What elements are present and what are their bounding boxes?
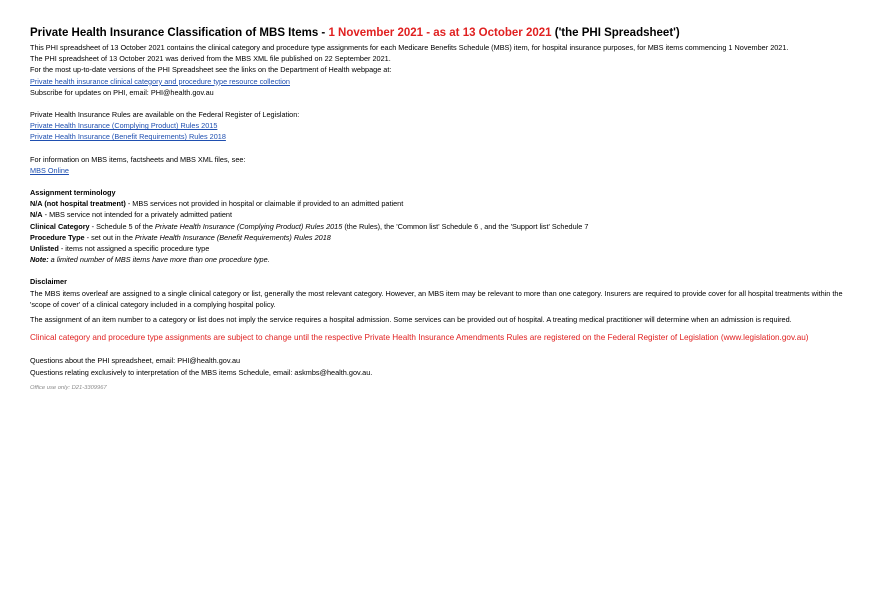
term-na-hospital: N/A (not hospital treatment) - MBS services not provided in hospital or claimable if provided to an admitted patient bbox=[30, 199, 404, 209]
mbs-intro: For information on MBS items, factsheets and MBS XML files, see: bbox=[30, 154, 246, 164]
office-use-reference: Office use only: D21-3309967 bbox=[30, 384, 107, 391]
rules-intro: Private Health Insurance Rules are available on the Federal Register of Legislation: bbox=[30, 110, 300, 120]
mbs-online-link[interactable]: MBS Online bbox=[30, 165, 69, 175]
title-suffix: ('the PHI Spreadsheet') bbox=[551, 27, 680, 39]
red-notice: Clinical category and procedure type assignments are subject to change until the respective Private Health Insurance Amendments Rules are registered on the Federal Register of Legislation (www.legislation.gov.au) bbox=[30, 333, 809, 343]
term-clinical-category: Clinical Category - Schedule 5 of the Private Health Insurance (Complying Product) Rules 2015 (the Rules), the 'Common list' Schedule 6 , and the 'Support list' Schedule 7 bbox=[30, 221, 589, 231]
term-note: Note: a limited number of MBS items have more than one procedure type. bbox=[30, 255, 270, 265]
disclaimer-paragraph-2: The assignment of an item number to a category or list does not imply the service requires a hospital admission. Some services can be provided out of hospital. A treating medical practitioner will determine when an admission is required. bbox=[30, 314, 792, 324]
intro-line-1: This PHI spreadsheet of 13 October 2021 contains the clinical category and procedure type assignments for each Medicare Benefits Schedule (MBS) item, for hospital insurance purposes, for MBS items commencing 1 November 2021. bbox=[30, 43, 789, 52]
page-title bbox=[30, 25, 870, 41]
term-na: N/A - MBS service not intended for a privately admitted patient bbox=[30, 210, 232, 220]
terminology-heading: Assignment terminology bbox=[30, 188, 116, 198]
term-unlisted: Unlisted - items not assigned a specific procedure type bbox=[30, 244, 210, 254]
subscribe-line: Subscribe for updates on PHI, email: PHI@health.gov.au bbox=[30, 87, 214, 97]
disclaimer-heading: Disclaimer bbox=[30, 277, 67, 287]
questions-line-2: Questions relating exclusively to interpretation of the MBS items Schedule, email: askmbs@health.gov.au. bbox=[30, 367, 373, 377]
intro-line-3: For the most up-to-date versions of the PHI Spreadsheet see the links on the Department of Health webpage at: bbox=[30, 65, 392, 75]
complying-product-rules-link[interactable]: Private Health Insurance (Complying Product) Rules 2015 bbox=[30, 121, 218, 131]
questions-line-1: Questions about the PHI spreadsheet, email: PHI@health.gov.au bbox=[30, 356, 241, 366]
disclaimer-paragraph-1: The MBS items overleaf are assigned to a single clinical category or list, generally the most relevant category. However, an MBS item may be relevant to more than one category. Insurers are required to provide cover for all hospital treatments within the 'scope of cover' of a clinical category included in a complying hospital policy. bbox=[30, 288, 843, 310]
title-prefix: Private Health Insurance Classification of MBS Items - bbox=[30, 27, 329, 39]
benefit-requirements-rules-link[interactable]: Private Health Insurance (Benefit Requirements) Rules 2018 bbox=[30, 132, 226, 142]
phi-cover-sheet bbox=[30, 25, 870, 393]
intro-line-2: The PHI spreadsheet of 13 October 2021 was derived from the MBS XML file published on 22 September 2021. bbox=[30, 54, 391, 64]
term-procedure-type: Procedure Type - set out in the Private Health Insurance (Benefit Requirements) Rules 2018 bbox=[30, 232, 331, 242]
title-dates: 1 November 2021 - as at 13 October 2021 bbox=[328, 27, 552, 39]
resource-collection-link[interactable]: Private health insurance clinical category and procedure type resource collection bbox=[30, 76, 290, 86]
